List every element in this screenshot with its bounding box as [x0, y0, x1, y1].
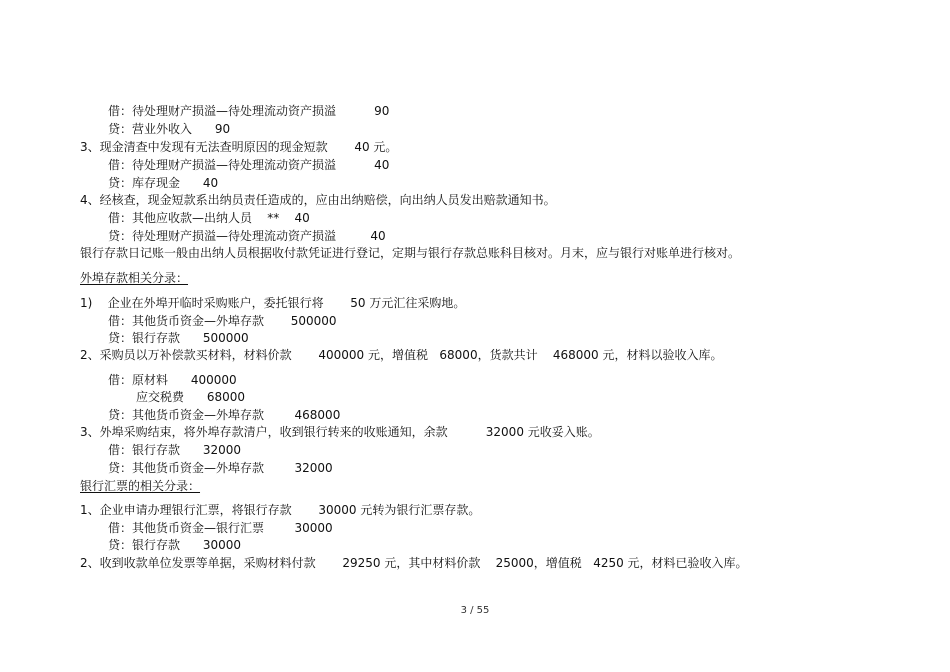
paragraph: 银行存款日记账一般由出纳人员根据收付款凭证进行登记，定期与银行存款总账科目核对。月末，应与银行对账单进行核对。 [80, 246, 741, 260]
section-heading: 银行汇票的相关分录： [80, 479, 201, 493]
entry-line: 贷：其他货币资金—外埠存款 32000 [108, 461, 333, 475]
entry-line: 借：其他货币资金—外埠存款 500000 [108, 314, 337, 328]
item-line: 3、现金清查中发现有无法查明原因的现金短款 40 元。 [80, 140, 398, 154]
item-line: 3、外埠采购结束，将外埠存款清户，收到银行转来的收账通知，余款 32000 元收妥入账。 [80, 425, 600, 439]
item-line: 2、收到收款单位发票等单据，采购材料付款 29250 元，其中材料价款 25000，增值税 4250 元，材料已验收入库。 [80, 556, 748, 570]
entry-line: 贷：库存现金 40 [108, 176, 219, 190]
entry-line: 应交税费 68000 [136, 390, 246, 404]
entry-line: 借：待处理财产损溢—待处理流动资产损溢 90 [108, 104, 390, 118]
item-line: 1) 企业在外埠开临时采购账户，委托银行将 50 万元汇往采购地。 [80, 296, 466, 310]
section-heading: 外埠存款相关分录： [80, 271, 189, 285]
entry-line: 贷：银行存款 500000 [108, 331, 249, 345]
item-line: 4、经核查，现金短款系出纳员责任造成的，应由出纳赔偿，向出纳人员发出赔款通知书。 [80, 193, 556, 207]
entry-line: 借：待处理财产损溢—待处理流动资产损溢 40 [108, 158, 390, 172]
entry-line: 借：其他货币资金—银行汇票 30000 [108, 521, 333, 535]
page-number: 3 / 55 [460, 605, 490, 616]
entry-line: 贷：其他货币资金—外埠存款 468000 [108, 408, 341, 422]
entry-line: 借：其他应收款—出纳人员 ** 40 [108, 211, 310, 225]
entry-line: 借：原材料 400000 [108, 373, 237, 387]
entry-line: 贷：营业外收入 90 [108, 122, 231, 136]
item-line: 1、企业申请办理银行汇票，将银行存款 30000 元转为银行汇票存款。 [80, 503, 481, 517]
entry-line: 借：银行存款 32000 [108, 443, 242, 457]
entry-line: 贷：银行存款 30000 [108, 538, 242, 552]
item-line: 2、采购员以万补偿款买材料，材料价款 400000 元，增值税 68000，货款共计 468000 元，材料以验收入库。 [80, 348, 723, 362]
entry-line: 贷：待处理财产损溢—待处理流动资产损溢 40 [108, 229, 386, 243]
